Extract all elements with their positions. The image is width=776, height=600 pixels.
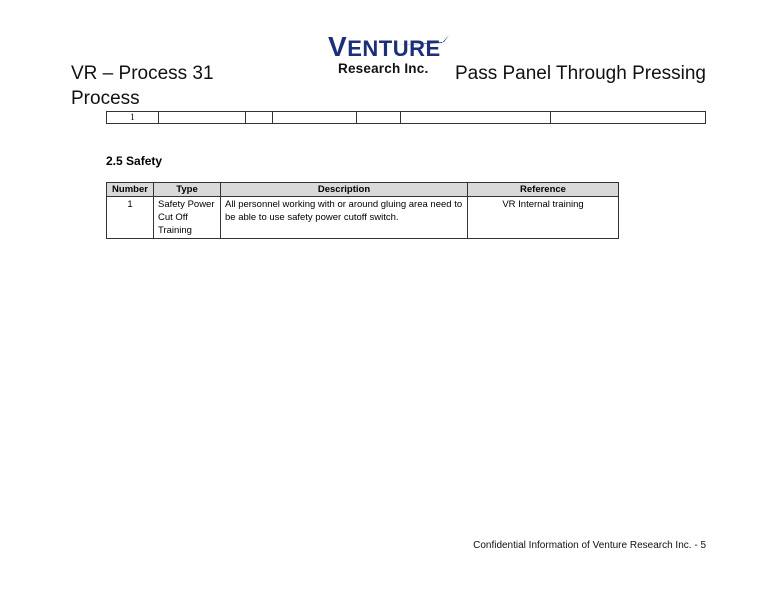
logo-swoosh-icon xyxy=(398,34,450,46)
document-title: Pass Panel Through Pressing xyxy=(454,63,706,84)
cell-type: Safety Power Cut Off Training xyxy=(154,197,221,239)
table-cell xyxy=(246,112,273,124)
document-header-left xyxy=(71,61,214,111)
column-header-number: Number xyxy=(107,183,154,197)
table-cell: 1 xyxy=(107,112,159,124)
table-cell xyxy=(401,112,551,124)
company-logo xyxy=(328,31,450,80)
section-heading-safety: 2.5 Safety xyxy=(106,154,163,168)
table-cell xyxy=(273,112,357,124)
page-footer: Confidential Information of Venture Research Inc. - 5 xyxy=(473,540,706,551)
column-header-description: Description xyxy=(221,183,468,197)
table-cell xyxy=(357,112,401,124)
process-table-continuation xyxy=(106,111,706,124)
table-header-row xyxy=(107,183,619,197)
cell-reference: VR Internal training xyxy=(468,197,619,239)
cell-number: 1 xyxy=(107,197,154,239)
column-header-type: Type xyxy=(154,183,221,197)
table-cell xyxy=(551,112,706,124)
process-title: VR – Process 31 xyxy=(71,63,214,84)
cell-description: All personnel working with or around gluing area need to be able to use safety power cutoff switch. xyxy=(221,197,468,239)
logo-brand: VENTURE xyxy=(328,31,441,62)
column-header-reference: Reference xyxy=(468,183,619,197)
process-label: Process xyxy=(71,88,140,109)
safety-table xyxy=(106,182,619,239)
table-row xyxy=(107,197,619,239)
table-cell xyxy=(159,112,246,124)
table-row xyxy=(107,112,706,124)
logo-subtitle: Research Inc. xyxy=(338,61,429,76)
